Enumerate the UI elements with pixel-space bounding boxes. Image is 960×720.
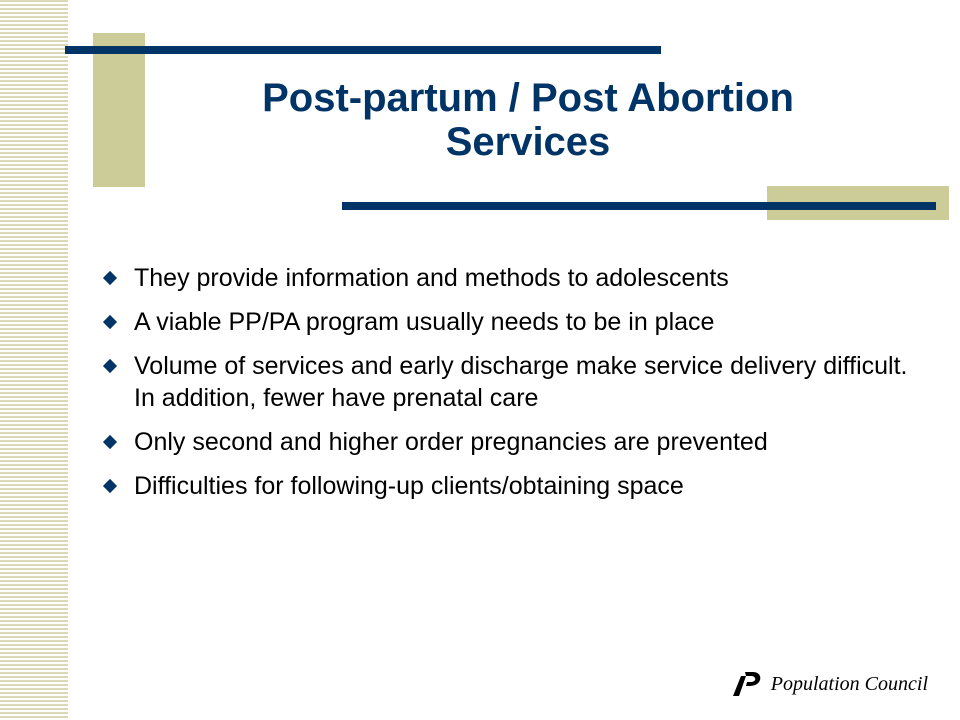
bullet-text: Difficulties for following-up clients/obtaining space [134, 472, 684, 500]
bullet-item [100, 262, 920, 294]
bullet-item [100, 306, 920, 338]
bullet-item [100, 350, 920, 414]
slide-title-line-1: Post-partum / Post Abortion [262, 76, 794, 120]
bullet-list [100, 262, 920, 514]
population-council-logo-icon [731, 670, 763, 698]
bullet-text: Volume of services and early discharge make service delivery difficult. In addition, fewer have prenatal care [134, 352, 908, 412]
bullet-item [100, 470, 920, 502]
bullet-text: They provide information and methods to adolescents [134, 264, 729, 292]
bullet-item [100, 426, 920, 458]
diamond-bullet-icon [103, 359, 117, 373]
bullet-text: Only second and higher order pregnancies are prevented [134, 428, 768, 456]
slide-title-line-2: Services [445, 120, 611, 164]
diamond-bullet-icon [103, 315, 117, 329]
diamond-bullet-icon [103, 435, 117, 449]
decorative-stripe-bar [0, 0, 68, 720]
slide-title [148, 76, 908, 164]
title-rule-top [65, 46, 661, 54]
logo-text: Population Council [770, 672, 928, 695]
population-council-logo [731, 670, 928, 698]
decorative-khaki-block-left [93, 33, 145, 187]
diamond-bullet-icon [103, 271, 117, 285]
bullet-text: A viable PP/PA program usually needs to be in place [134, 308, 715, 336]
title-rule-bottom [342, 202, 936, 210]
diamond-bullet-icon [103, 479, 117, 493]
